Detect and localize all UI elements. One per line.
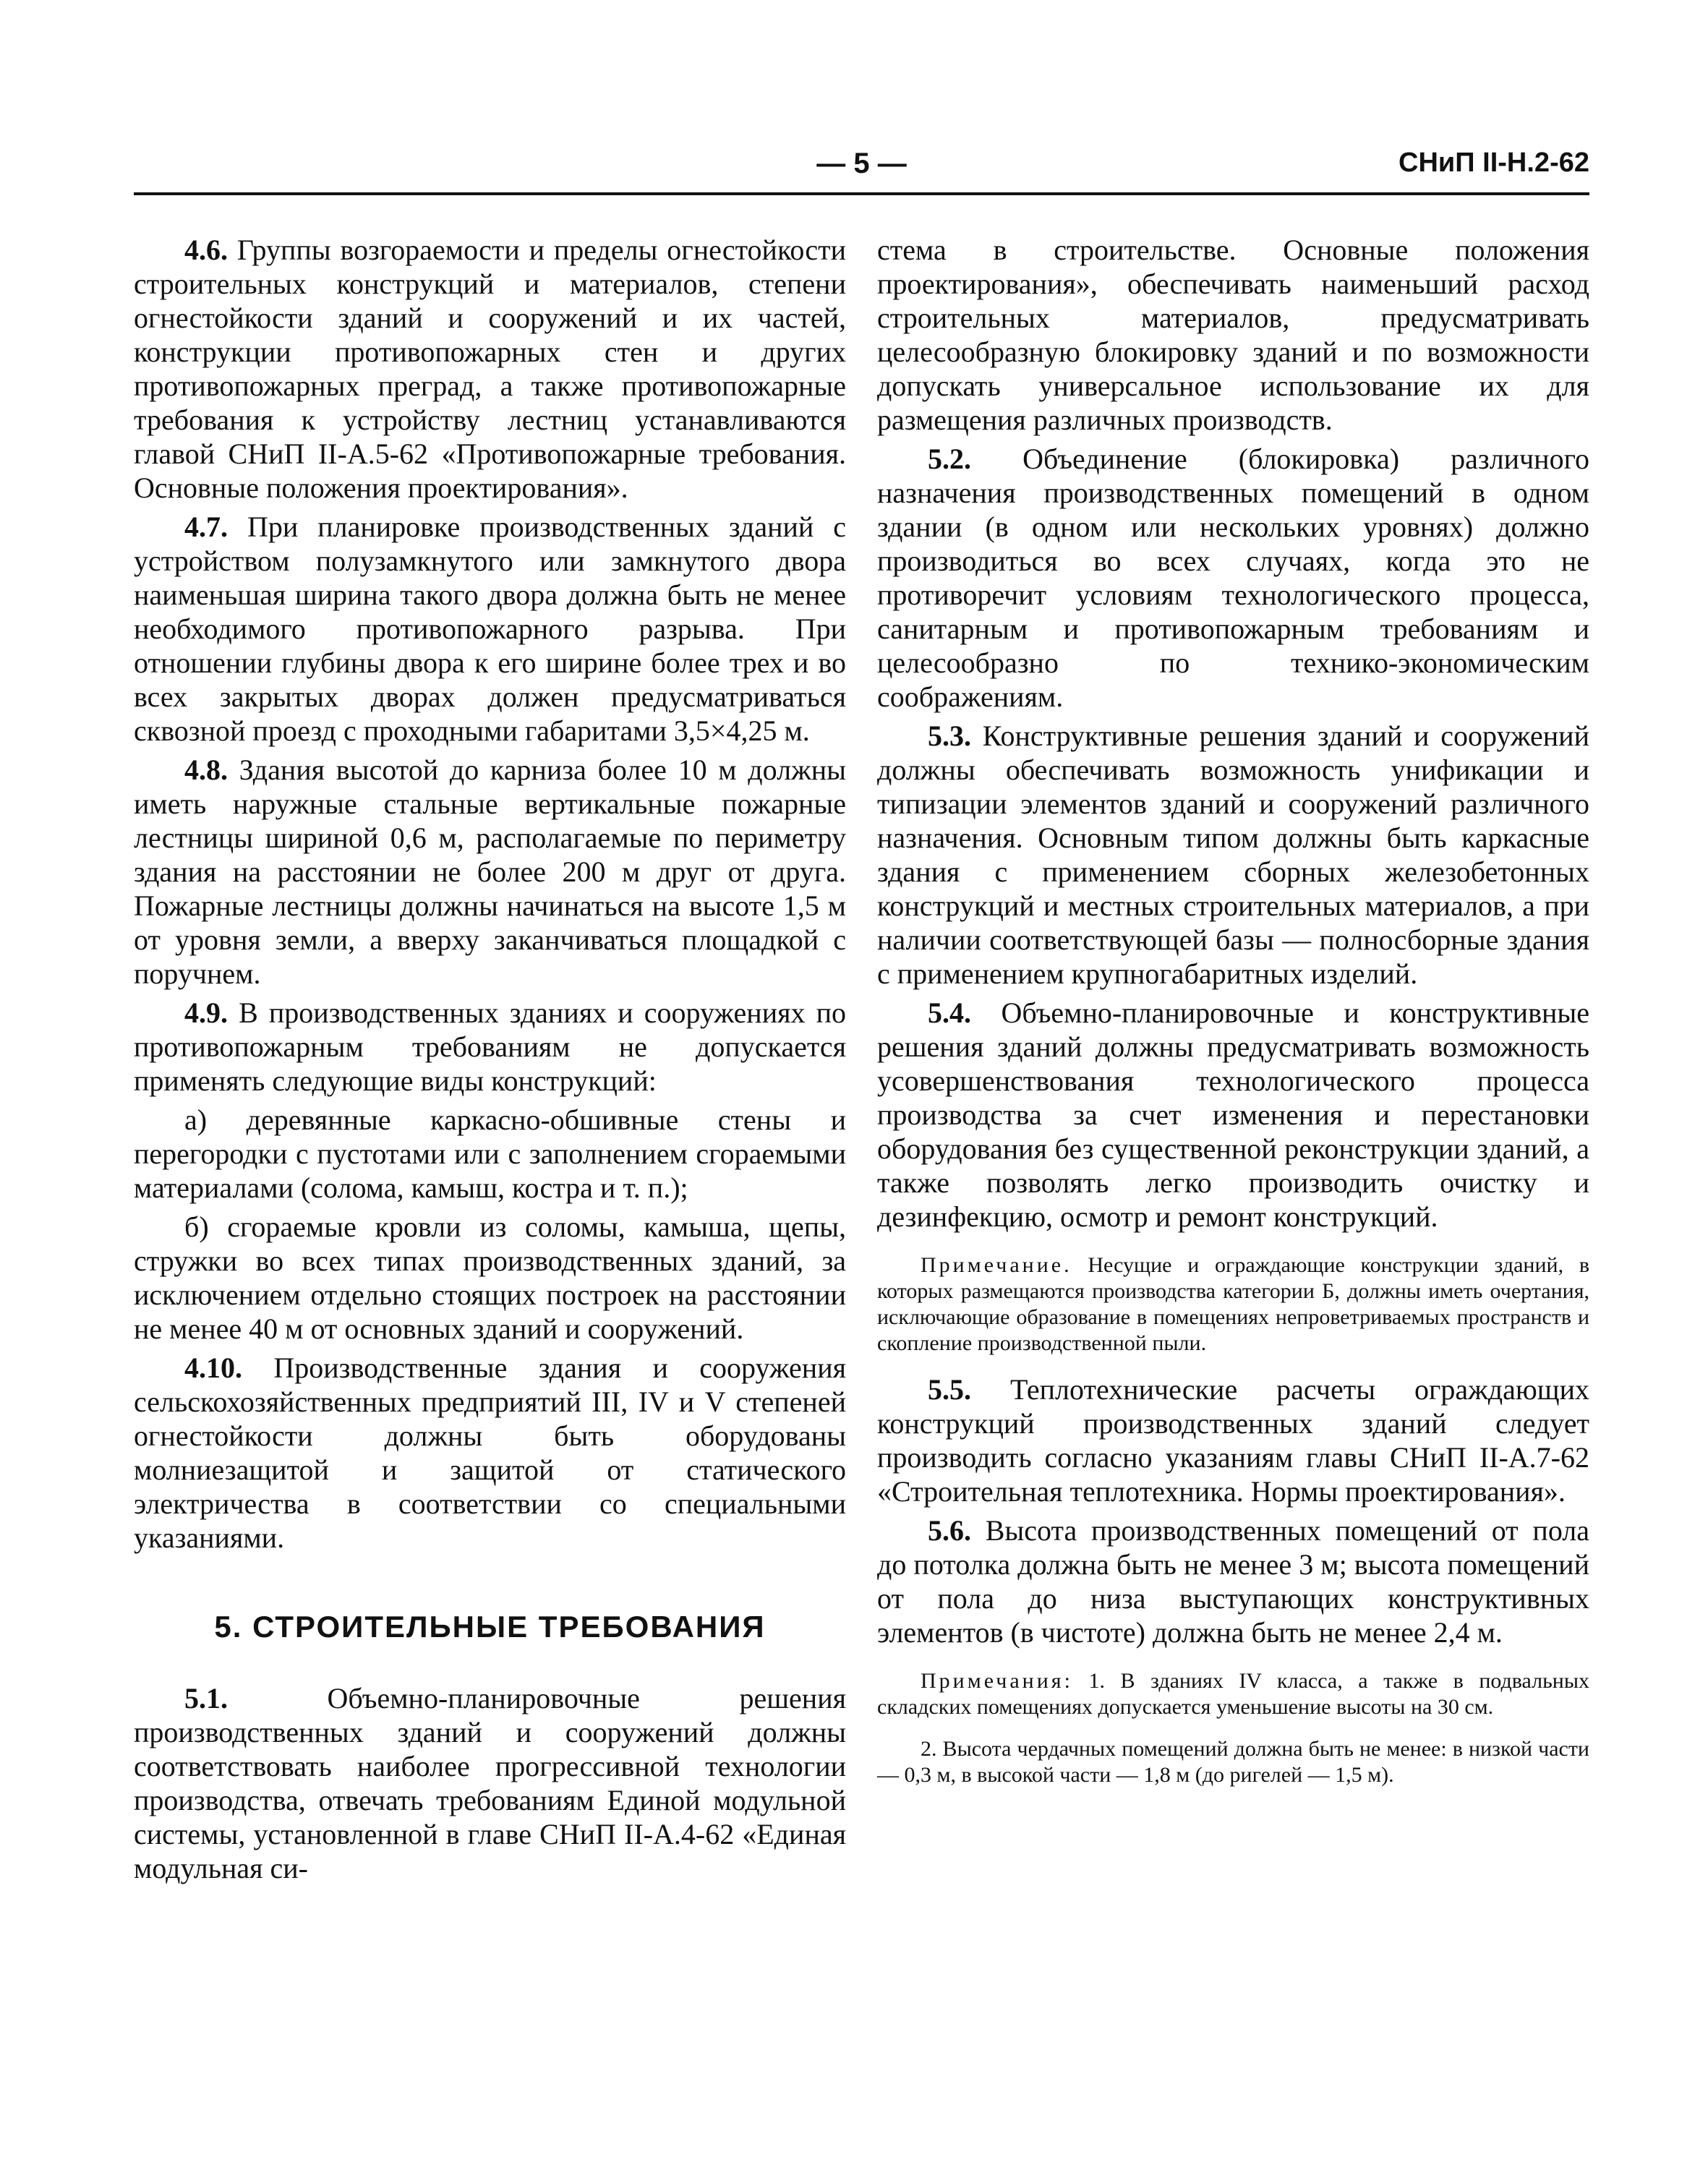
right-column	[877, 233, 1589, 1804]
page-header	[134, 145, 1589, 188]
paragraph-5-5	[877, 1372, 1589, 1508]
paragraph-5-6	[877, 1513, 1589, 1649]
left-column	[134, 233, 846, 1890]
clause-number: 5.2.	[928, 443, 971, 475]
clause-number: 5.5.	[928, 1373, 971, 1406]
paragraph-4-7	[134, 510, 846, 748]
header-rule	[134, 192, 1589, 195]
paragraph-5-1	[134, 1681, 846, 1885]
note-5-4	[877, 1252, 1589, 1357]
paragraph-5-3	[877, 719, 1589, 991]
paragraph-text: Конструктивные решения зданий и сооружений должны обеспечивать возможность унификации и типизации элементов зданий и сооружений различного назначения. Основным типом должны быть каркасные здания с применением сборных железобетонных конструкций и местных строительных материалов, а при наличии соответствующей базы — полносборные здания с применением крупногабаритных изделий.	[877, 719, 1589, 990]
paragraph-4-9	[134, 996, 846, 1098]
clause-number: 4.9.	[184, 996, 228, 1029]
page-number: — 5 —	[816, 148, 907, 179]
clause-number: 4.8.	[184, 753, 228, 786]
paragraph-4-10	[134, 1351, 846, 1555]
clause-number: 5.6.	[928, 1514, 971, 1547]
section-title: 5. СТРОИТЕЛЬНЫЕ ТРЕБОВАНИЯ	[214, 1610, 766, 1644]
clause-number: 4.6.	[184, 234, 228, 266]
paragraph-text: При планировке производственных зданий с устройством полузамкнутого или замкнутого двора наименьшая ширина такого двора должна быть не менее необходимого противопожарного разрыва. При отношении глубины двора к его ширине более трех и во всех закрытых дворах должен предусматриваться сквозной проезд с проходными габаритами 3,5×4,25 м.	[134, 511, 847, 747]
paragraph-text: Здания высотой до карниза более 10 м должны иметь наружные стальные вертикальные пожарные лестницы шириной 0,6 м, располагаемые по периметру здания на расстоянии не более 200 м друг от друга. Пожарные лестницы должны начинаться на высоте 1,5 м от уровня земли, а вверху заканчиваться площадкой с поручнем.	[134, 753, 846, 990]
paragraph-text: Высота производственных помещений от пола до потолка должна быть не менее 3 м; высота помещений от пола до низа выступающих конструктивных элементов (в чистоте) должна быть не менее 2,4 м.	[877, 1514, 1590, 1649]
paragraph-text: Объединение (блокировка) различного назначения производственных помещений в одном здании (в одном или нескольких уровнях) должно производиться во всех случаях, когда это не противоречит условиям технологического процесса, санитарным и противопожарным требованиям и целесообразно по технико-экономическим соображениям.	[877, 443, 1589, 713]
paragraph-text: Объемно-планировочные решения производственных зданий и сооружений должны соответствовать наиболее прогрессивной технологии производства, отвечать требованиям Единой модульной системы, установленной в главе СНиП II-А.4-62 «Единая модульная си-	[134, 1682, 846, 1884]
paragraph-text: Группы возгораемости и пределы огнестойкости строительных конструкций и материалов, степени огнестойкости зданий и сооружений и их частей, конструкции противопожарных стен и других противопожарных преград, а также противопожарные требования к устройству лестниц устанавливаются главой СНиП II-А.5-62 «Противопожарные требования. Основные положения проектирования».	[134, 234, 847, 504]
note-5-6-1	[877, 1668, 1589, 1720]
clause-number: 4.10.	[184, 1351, 242, 1384]
note-text: Несущие и ограждающие конструкции зданий, в которых размещаются производства категории Б, должны иметь очертания, исключающие образование в помещениях непроветриваемых пространств и скопление производственной пыли.	[877, 1253, 1589, 1355]
paragraph-text: Объемно-планировочные и конструктивные решения зданий должны предусматривать возможность усовершенствования технологического процесса производства за счет изменения и перестановки оборудования без существенной реконструкции зданий, а также позволять легко производить очистку и дезинфекцию, осмотр и ремонт конструкций.	[877, 996, 1589, 1233]
note-text: 1. В зданиях IV класса, а также в подвальных складских помещениях допускается уменьшение высоты на 30 см.	[877, 1669, 1590, 1719]
paragraph-5-1-continued: стема в строительстве. Основные положения проектирования», обеспечивать наименьший расход строительных материалов, предусматривать целесообразную блокировку зданий и по возможности допускать универсальное использование их для размещения различных производств.	[877, 234, 1589, 436]
paragraph-4-6	[134, 233, 846, 505]
paragraph-text: Теплотехнические расчеты ограждающих конструкций производственных зданий следует производить согласно указаниям главы СНиП II-А.7-62 «Строительная теплотехника. Нормы проектирования».	[877, 1373, 1590, 1508]
paragraph-text: Производственные здания и сооружения сельскохозяйственных предприятий III, IV и V степеней огнестойкости должны быть оборудованы молниезащитой и защитой от статического электричества в соответствии со специальными указаниями.	[134, 1351, 846, 1554]
clause-number: 5.4.	[928, 996, 971, 1029]
list-item-4-9-a: а) деревянные каркасно-обшивные стены и перегородки с пустотами или с заполнением сгораемыми материалами (солома, камыш, костра и т. п.);	[134, 1103, 846, 1204]
clause-number: 5.3.	[928, 719, 971, 752]
paragraph-text: В производственных зданиях и сооружениях по противопожарным требованиям не допускается применять следующие виды конструкций:	[134, 996, 847, 1097]
note-label: Примечания:	[921, 1669, 1073, 1693]
note-label: Примечание.	[921, 1253, 1072, 1277]
paragraph-4-8	[134, 753, 846, 991]
paragraph-5-2	[877, 442, 1589, 714]
paragraph-5-4	[877, 996, 1589, 1234]
list-item-4-9-b: б) сгораемые кровли из соломы, камыша, щепы, стружки во всех типах производственных зданий, за исключением отдельно стоящих построек на расстоянии не менее 40 м от основных зданий и сооружений.	[134, 1210, 846, 1345]
note-5-6-2: 2. Высота чердачных помещений должна быть не менее: в низкой части — 0,3 м, в высокой части — 1,8 м (до ригелей — 1,5 м).	[877, 1737, 1589, 1787]
clause-number: 4.7.	[184, 511, 228, 543]
clause-number: 5.1.	[184, 1682, 228, 1714]
document-code: СНиП II-Н.2-62	[1399, 148, 1589, 178]
